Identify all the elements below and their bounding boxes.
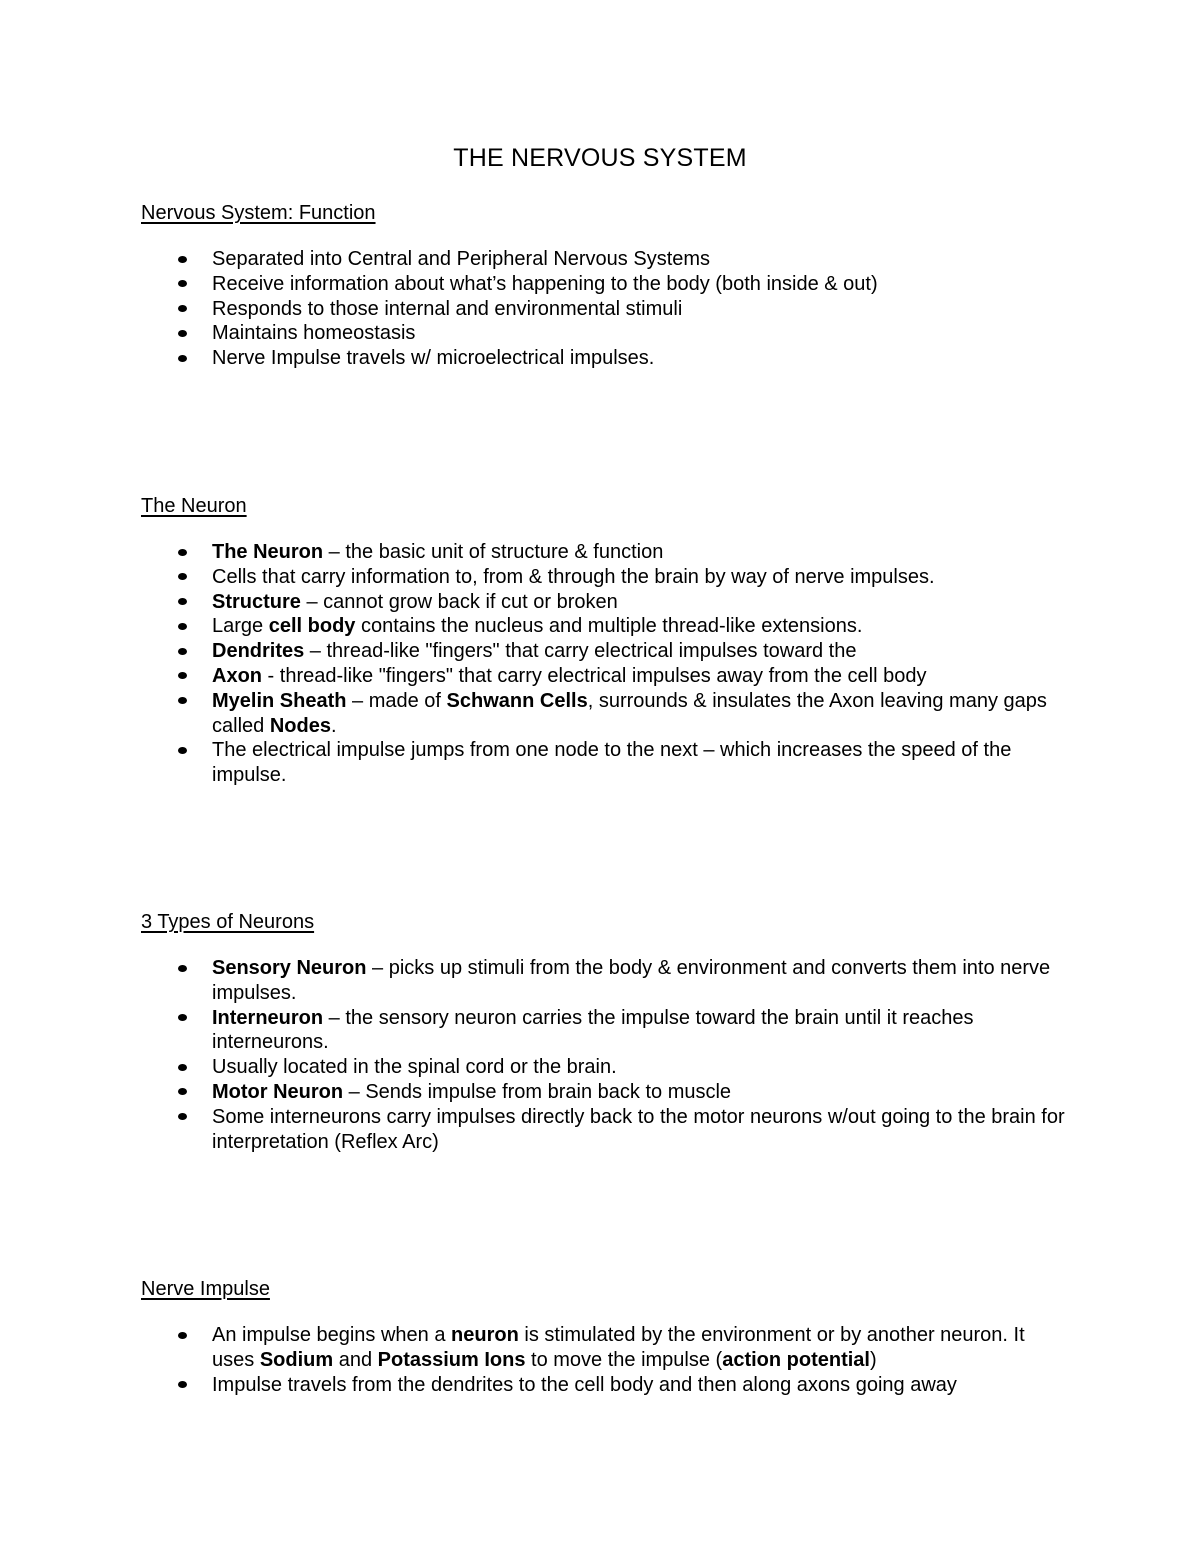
- bullet-dot-icon: [178, 1064, 187, 1071]
- bold-term: action potential: [722, 1348, 870, 1371]
- text-run: Responds to those internal and environmental stimuli: [212, 297, 683, 320]
- text-run: Impulse travels from the dendrites to the cell body and then along axons going away: [212, 1373, 957, 1396]
- text-run: – the sensory neuron carries the impulse toward the brain until it reaches interneurons.: [212, 1006, 974, 1054]
- section-heading: The Neuron: [141, 495, 247, 517]
- document-title: THE NERVOUS SYSTEM: [453, 144, 747, 172]
- bullet-dot-icon: [178, 1332, 187, 1339]
- text-run: , surrounds & insulates the Axon leaving many gaps called: [212, 689, 1047, 737]
- text-run: – Sends impulse from brain back to muscle: [343, 1080, 732, 1103]
- bullet-list: [141, 540, 1071, 788]
- text-run: and: [333, 1348, 378, 1371]
- bullet-dot-icon: [178, 573, 187, 580]
- list-item: [141, 1080, 1071, 1105]
- list-item: [141, 272, 1071, 297]
- text-run: Cells that carry information to, from & through the brain by way of nerve impulses.: [212, 565, 935, 588]
- text-run: ): [870, 1348, 877, 1371]
- section-heading: Nervous System: Function: [141, 202, 376, 224]
- list-item: [141, 346, 1071, 371]
- list-item: [141, 540, 1071, 565]
- bold-term: Dendrites: [212, 640, 305, 663]
- bullet-dot-icon: [178, 1381, 187, 1388]
- bullet-dot-icon: [178, 256, 187, 263]
- bullet-dot-icon: [178, 1113, 187, 1120]
- bold-term: Nodes: [269, 714, 331, 737]
- list-item: [141, 956, 1071, 1006]
- section-heading: Nerve Impulse: [141, 1278, 270, 1300]
- list-item: [141, 639, 1071, 664]
- bold-term: Motor Neuron: [212, 1080, 344, 1103]
- bullet-dot-icon: [178, 1088, 187, 1095]
- text-run: The electrical impulse jumps from one node to the next – which increases the speed of the impulse.: [212, 739, 1012, 787]
- bullet-dot-icon: [178, 598, 187, 605]
- bold-term: Schwann Cells: [446, 689, 588, 712]
- list-item: [141, 590, 1071, 615]
- bullet-dot-icon: [178, 697, 187, 704]
- list-item: [141, 247, 1071, 272]
- text-run: Receive information about what’s happening to the body (both inside & out): [212, 272, 878, 295]
- bold-term: Structure: [212, 590, 301, 613]
- bullet-dot-icon: [178, 623, 187, 630]
- section-the-neuron: [141, 493, 1071, 788]
- bold-term: neuron: [451, 1324, 519, 1346]
- bold-term: Myelin Sheath: [212, 689, 347, 712]
- bullet-dot-icon: [178, 965, 187, 972]
- section-types-of-neurons: [141, 909, 1071, 1154]
- section-heading: 3 Types of Neurons: [141, 911, 315, 933]
- list-item: [141, 664, 1071, 689]
- text-run: Large: [212, 615, 269, 638]
- bullet-dot-icon: [178, 305, 187, 312]
- bullet-dot-icon: [178, 648, 187, 655]
- bullet-list: [141, 956, 1071, 1154]
- bullet-dot-icon: [178, 355, 187, 362]
- text-run: Nerve Impulse travels w/ microelectrical impulses.: [212, 347, 655, 370]
- text-run: Separated into Central and Peripheral Nervous Systems: [212, 248, 711, 270]
- section-nervous-system-function: [141, 200, 1071, 371]
- list-item: [141, 738, 1071, 788]
- text-run: Some interneurons carry impulses directly back to the motor neurons w/out going to the brain for interpretation (Reflex Arc): [212, 1105, 1065, 1153]
- bold-term: The Neuron: [212, 541, 324, 563]
- bold-term: Sensory Neuron: [212, 957, 367, 979]
- text-run: An impulse begins when a: [212, 1324, 452, 1346]
- list-item: [141, 1105, 1071, 1155]
- bold-term: Interneuron: [212, 1006, 324, 1029]
- text-run: to move the impulse (: [525, 1348, 723, 1371]
- bold-term: cell body: [268, 615, 356, 638]
- bullet-dot-icon: [178, 330, 187, 337]
- text-run: contains the nucleus and multiple thread-like extensions.: [355, 615, 863, 638]
- text-run: Maintains homeostasis: [212, 322, 416, 345]
- bullet-dot-icon: [178, 1014, 187, 1021]
- text-run: - thread-like "fingers" that carry electrical impulses away from the cell body: [262, 664, 927, 687]
- bullet-dot-icon: [178, 672, 187, 679]
- text-run: is stimulated by the environment or by another neuron. It uses: [212, 1324, 1025, 1371]
- list-item: [141, 1055, 1071, 1080]
- bullet-list: [141, 247, 1071, 371]
- bold-term: Sodium: [259, 1348, 334, 1371]
- bullet-dot-icon: [178, 549, 187, 556]
- text-run: Usually located in the spinal cord or the brain.: [212, 1056, 617, 1079]
- bold-term: Potassium Ions: [377, 1348, 526, 1371]
- bullet-list: [141, 1323, 1071, 1397]
- list-item: [141, 565, 1071, 590]
- text-run: – cannot grow back if cut or broken: [300, 590, 618, 613]
- text-run: – picks up stimuli from the body & environment and converts them into nerve impulses.: [212, 957, 1051, 1004]
- text-run: – thread-like "fingers" that carry electrical impulses toward the: [304, 640, 857, 663]
- text-run: – made of: [346, 689, 447, 712]
- list-item: [141, 297, 1071, 322]
- text-run: .: [330, 714, 337, 737]
- section-nerve-impulse: [141, 1276, 1071, 1397]
- text-run: – the basic unit of structure & function: [323, 541, 664, 563]
- list-item: [141, 689, 1071, 739]
- list-item: [141, 321, 1071, 346]
- bullet-dot-icon: [178, 747, 187, 754]
- list-item: [141, 1373, 1071, 1398]
- bullet-dot-icon: [178, 280, 187, 287]
- bold-term: Axon: [212, 664, 262, 687]
- list-item: [141, 614, 1071, 639]
- list-item: [141, 1006, 1071, 1056]
- list-item: [141, 1323, 1071, 1373]
